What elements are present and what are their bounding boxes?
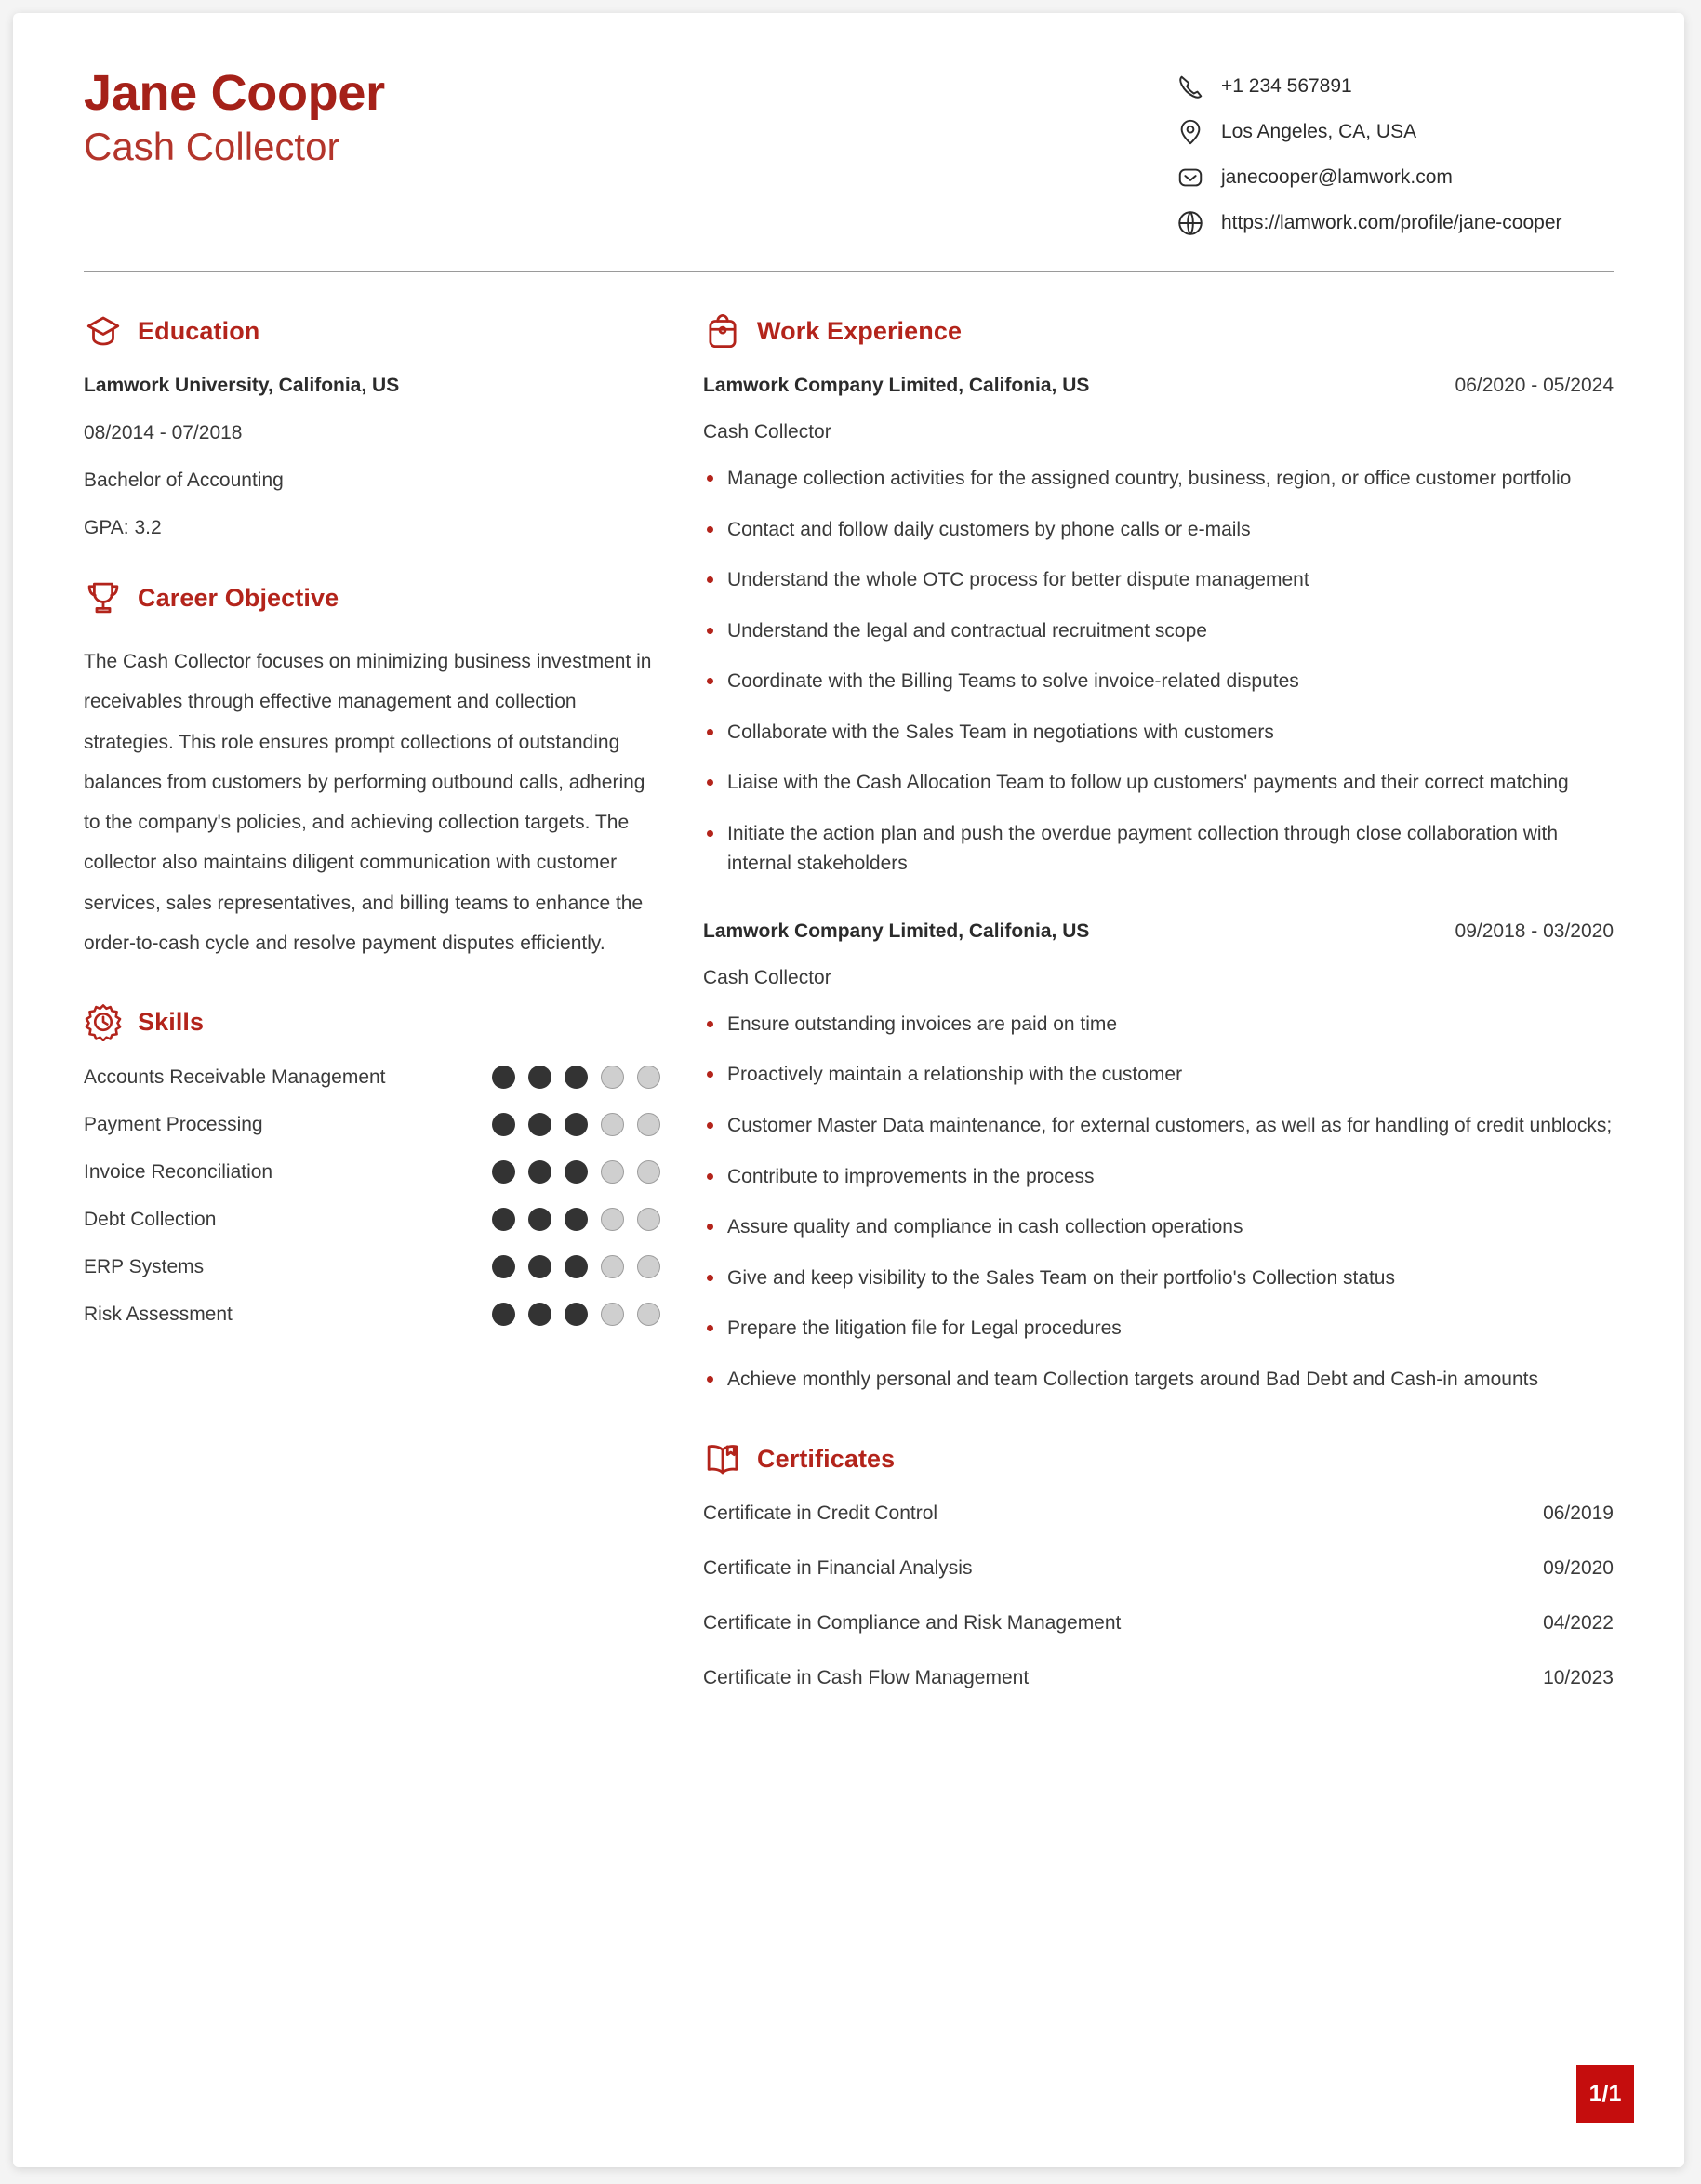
resume-header xyxy=(84,65,1614,237)
job-bullet: Ensure outstanding invoices are paid on time xyxy=(703,1010,1614,1040)
certificates-section xyxy=(703,1439,1614,1689)
certificate-date: 06/2019 xyxy=(1543,1502,1614,1525)
briefcase-icon xyxy=(703,311,742,351)
skill-rating-dots xyxy=(492,1208,660,1231)
rating-dot-filled xyxy=(492,1113,515,1136)
rating-dot-filled xyxy=(492,1303,515,1326)
globe-icon xyxy=(1176,209,1204,237)
job-bullet: Customer Master Data maintenance, for external customers, as well as for handling of credit unblocks; xyxy=(703,1111,1614,1142)
rating-dot-empty xyxy=(601,1066,624,1089)
skills-list xyxy=(84,1066,660,1326)
education-section xyxy=(84,311,660,539)
skill-rating-dots xyxy=(492,1255,660,1278)
contact-value: https://lamwork.com/profile/jane-cooper xyxy=(1221,212,1562,233)
job-entry xyxy=(703,920,1614,1395)
section-title: Career Objective xyxy=(138,583,339,612)
contact-value: +1 234 567891 xyxy=(1221,75,1352,97)
job-bullet: Understand the whole OTC process for better dispute management xyxy=(703,565,1614,596)
rating-dot-filled xyxy=(528,1066,551,1089)
skill-rating-dots xyxy=(492,1066,660,1089)
certificate-name: Certificate in Cash Flow Management xyxy=(703,1667,1030,1689)
job-header xyxy=(703,920,1614,943)
job-bullet: Coordinate with the Billing Teams to solve invoice-related disputes xyxy=(703,667,1614,697)
contact-value: janecooper@lamwork.com xyxy=(1221,166,1453,188)
rating-dot-filled xyxy=(492,1255,515,1278)
certificate-name: Certificate in Financial Analysis xyxy=(703,1557,973,1580)
certificate-date: 10/2023 xyxy=(1543,1667,1614,1689)
skill-name: Risk Assessment xyxy=(84,1303,233,1325)
certificate-row xyxy=(703,1667,1614,1689)
certificate-name: Certificate in Compliance and Risk Management xyxy=(703,1612,1122,1635)
section-title: Skills xyxy=(138,1007,205,1036)
rating-dot-filled xyxy=(528,1113,551,1136)
candidate-name: Jane Cooper xyxy=(84,65,385,121)
certificate-date: 09/2020 xyxy=(1543,1557,1614,1580)
rating-dot-filled xyxy=(492,1160,515,1184)
phone-icon xyxy=(1176,73,1204,100)
skill-row xyxy=(84,1113,660,1136)
education-gpa: GPA: 3.2 xyxy=(84,517,162,538)
rating-dot-filled xyxy=(565,1113,588,1136)
job-bullet: Achieve monthly personal and team Collection targets around Bad Debt and Cash-in amounts xyxy=(703,1365,1614,1396)
left-column xyxy=(84,311,660,1365)
rating-dot-filled xyxy=(565,1208,588,1231)
certificate-row xyxy=(703,1502,1614,1525)
career-objective-heading xyxy=(84,578,660,617)
skill-name: Accounts Receivable Management xyxy=(84,1066,386,1088)
skill-name: ERP Systems xyxy=(84,1255,205,1277)
job-organization: Lamwork Company Limited, Califonia, US xyxy=(703,920,1090,942)
education-degree: Bachelor of Accounting xyxy=(84,470,284,491)
skills-heading xyxy=(84,1002,660,1041)
education-organization: Lamwork University, Califonia, US xyxy=(84,375,400,396)
skill-name: Payment Processing xyxy=(84,1113,263,1135)
rating-dot-empty xyxy=(637,1255,660,1278)
job-spacer xyxy=(703,889,1614,920)
rating-dot-empty xyxy=(637,1113,660,1136)
job-bullet-list xyxy=(703,464,1614,880)
job-bullet: Liaise with the Cash Allocation Team to follow up customers' payments and their correct matching xyxy=(703,768,1614,799)
rating-dot-empty xyxy=(601,1255,624,1278)
rating-dot-filled xyxy=(528,1303,551,1326)
job-bullet: Contact and follow daily customers by phone calls or e-mails xyxy=(703,515,1614,546)
rating-dot-filled xyxy=(565,1160,588,1184)
identity-block xyxy=(84,65,385,171)
rating-dot-filled xyxy=(565,1255,588,1278)
skill-row xyxy=(84,1066,660,1089)
job-bullet: Proactively maintain a relationship with the customer xyxy=(703,1060,1614,1091)
job-role: Cash Collector xyxy=(703,421,831,443)
contact-row[interactable] xyxy=(1176,118,1614,146)
rating-dot-filled xyxy=(492,1208,515,1231)
skill-name: Invoice Reconciliation xyxy=(84,1160,273,1183)
skill-row xyxy=(84,1255,660,1278)
section-title: Education xyxy=(138,316,260,345)
job-dates: 09/2018 - 03/2020 xyxy=(1455,920,1614,942)
trophy-icon xyxy=(84,578,123,617)
skill-rating-dots xyxy=(492,1303,660,1326)
contact-value: Los Angeles, CA, USA xyxy=(1221,121,1417,142)
contact-row[interactable] xyxy=(1176,209,1614,237)
certificates-heading xyxy=(703,1439,1614,1478)
job-bullet: Initiate the action plan and push the overdue payment collection through close collaboration with internal stakeholders xyxy=(703,819,1614,880)
job-bullet: Assure quality and compliance in cash collection operations xyxy=(703,1212,1614,1243)
envelope-icon xyxy=(1176,164,1204,192)
location-pin-icon xyxy=(1176,118,1204,146)
graduation-cap-icon xyxy=(84,311,123,351)
skill-row xyxy=(84,1303,660,1326)
skills-section xyxy=(84,1002,660,1326)
open-book-icon xyxy=(703,1439,742,1478)
skill-row xyxy=(84,1208,660,1231)
job-bullet-list xyxy=(703,1010,1614,1395)
job-bullet: Prepare the litigation file for Legal procedures xyxy=(703,1314,1614,1344)
rating-dot-filled xyxy=(565,1303,588,1326)
skill-name: Debt Collection xyxy=(84,1208,217,1230)
jobs-list xyxy=(703,375,1614,1395)
resume-page xyxy=(13,13,1684,2167)
certificate-date: 04/2022 xyxy=(1543,1612,1614,1635)
rating-dot-empty xyxy=(637,1208,660,1231)
certificate-row xyxy=(703,1612,1614,1635)
contact-list xyxy=(1176,73,1614,237)
job-bullet: Manage collection activities for the assigned country, business, region, or office customer portfolio xyxy=(703,464,1614,495)
rating-dot-filled xyxy=(492,1066,515,1089)
header-divider xyxy=(84,271,1614,272)
education-heading xyxy=(84,311,660,351)
rating-dot-filled xyxy=(528,1255,551,1278)
rating-dot-empty xyxy=(637,1303,660,1326)
work-experience-heading xyxy=(703,311,1614,351)
education-dates: 08/2014 - 07/2018 xyxy=(84,422,243,443)
certificate-row xyxy=(703,1557,1614,1580)
right-column xyxy=(703,311,1614,1728)
skill-row xyxy=(84,1160,660,1184)
skill-rating-dots xyxy=(492,1113,660,1136)
skill-rating-dots xyxy=(492,1160,660,1184)
rating-dot-filled xyxy=(565,1066,588,1089)
rating-dot-empty xyxy=(601,1208,624,1231)
certificate-name: Certificate in Credit Control xyxy=(703,1502,938,1525)
candidate-job-title: Cash Collector xyxy=(84,125,340,169)
career-objective-section xyxy=(84,578,660,963)
job-dates: 06/2020 - 05/2024 xyxy=(1455,375,1614,396)
job-bullet: Collaborate with the Sales Team in negotiations with customers xyxy=(703,718,1614,748)
rating-dot-filled xyxy=(528,1160,551,1184)
rating-dot-empty xyxy=(637,1160,660,1184)
gear-clock-icon xyxy=(84,1002,123,1041)
work-experience-section xyxy=(703,311,1614,1395)
job-bullet: Give and keep visibility to the Sales Team on their portfolio's Collection status xyxy=(703,1264,1614,1294)
contact-row[interactable] xyxy=(1176,164,1614,192)
resume-body xyxy=(84,311,1614,1728)
rating-dot-empty xyxy=(637,1066,660,1089)
job-role: Cash Collector xyxy=(703,966,831,988)
rating-dot-empty xyxy=(601,1113,624,1136)
job-bullet: Understand the legal and contractual recruitment scope xyxy=(703,616,1614,647)
section-title: Certificates xyxy=(757,1444,896,1473)
career-objective-text: The Cash Collector focuses on minimizing business investment in receivables through effective management and collection strategies. This role ensures prompt collections of outstanding balances from customers by performing outbound calls, adhering to the company's policies, and achieving collection targets. The collector also maintains diligent communication with customer services, sales representatives, and billing teams to enhance the order-to-cash cycle and resolve payment disputes efficiently. xyxy=(84,651,652,954)
section-title: Work Experience xyxy=(757,316,963,345)
contact-row[interactable] xyxy=(1176,73,1614,100)
job-organization: Lamwork Company Limited, Califonia, US xyxy=(703,375,1090,396)
page-number-badge: 1/1 xyxy=(1576,2065,1634,2123)
rating-dot-empty xyxy=(601,1303,624,1326)
rating-dot-empty xyxy=(601,1160,624,1184)
rating-dot-filled xyxy=(528,1208,551,1231)
job-header xyxy=(703,375,1614,397)
job-entry xyxy=(703,375,1614,880)
job-bullet: Contribute to improvements in the process xyxy=(703,1162,1614,1193)
certificates-list xyxy=(703,1502,1614,1689)
